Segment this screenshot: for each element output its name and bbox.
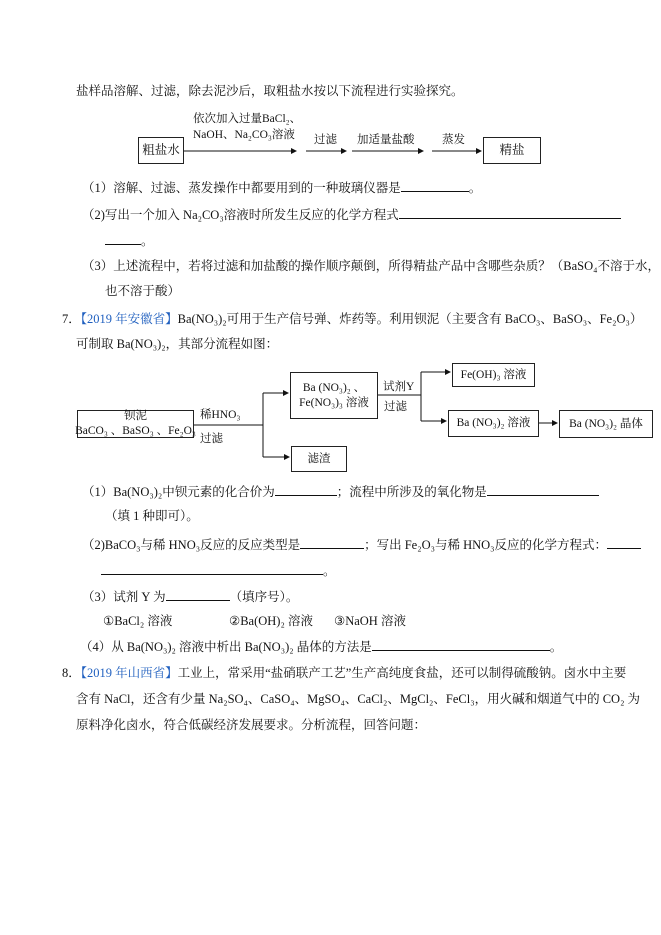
q6-intro: 盐样品溶解、过滤，除去泥沙后，取粗盐水按以下流程进行实验探究。 <box>76 84 464 98</box>
q7-box-ba-solution <box>448 410 539 437</box>
q8-number: 8． <box>62 666 81 680</box>
q6-step1-line2: NaOH、Na₂CO₃溶液 <box>193 129 295 141</box>
q6-question-3-cont: 也不溶于酸） <box>105 284 181 298</box>
q7-question-2 <box>82 536 641 553</box>
q8-line1: 工业上，常采用“盐硝联产工艺”生产高纯度食盐，还可以制得硫酸钠。卤水中主要 <box>177 666 627 680</box>
q7-option-3: ③NaOH 溶液 <box>334 614 406 628</box>
q7-q2-answer-blank-3[interactable] <box>101 562 323 575</box>
q7-source: 【2019 年安徽省】 <box>80 312 178 326</box>
q7-box-barium-mud-formula: BaCO₃ 、BaSO₃ 、Fe₂O₃ <box>75 425 196 437</box>
q7-box-ba-solution-label: Ba (NO₃)₂ 溶液 <box>456 417 531 429</box>
q7-number: 7． <box>62 312 81 326</box>
q6-step3-label: 加适量盐酸 <box>357 134 415 146</box>
q7-q4-answer-blank[interactable] <box>372 638 550 651</box>
q7-q2-answer-blank-2[interactable] <box>607 536 641 549</box>
q7-box-barium-mud <box>77 410 194 438</box>
q6-question-1 <box>82 179 481 196</box>
q6-question-3: （3）上述流程中，若将过滤和加盐酸的操作顺序颠倒，所得精盐产品中含哪些杂质？（BaSO₄不溶于水， <box>82 259 660 273</box>
q7-q4-text: （4）从 Ba(NO₃)₂ 溶液中析出 Ba(NO₃)₂ 晶体的方法是 <box>80 640 372 654</box>
q6-step2-label: 过滤 <box>314 134 337 146</box>
q7-question-2-cont <box>101 562 336 579</box>
q6-box-crude-brine-label: 粗盐水 <box>142 143 180 157</box>
q8-line2: 含有 NaCl，还含有少量 Na₂SO₄、CaSO₄、MgSO₄、CaCl₂、MgCl₂、FeCl₃，用火碱和烟道气中的 CO₂ 为 <box>76 692 641 706</box>
q7-q2-end: 。 <box>323 564 336 578</box>
q7-box-feoh-label: Fe(OH)₃ 溶液 <box>460 368 527 381</box>
q6-q2-answer-blank-2[interactable] <box>105 232 141 245</box>
q6-q1-answer-blank[interactable] <box>401 179 469 192</box>
q6-box-crude-brine <box>138 137 184 164</box>
q7-box1-line2: Fe(NO₃)₃ 溶液 <box>299 396 369 409</box>
q8-source: 【2019 年山西省】 <box>80 666 178 680</box>
q6-question-2-cont <box>105 232 154 249</box>
q6-step4-label: 蒸发 <box>442 134 465 146</box>
q8-line3: 原料净化卤水，符合低碳经济发展要求。分析流程，回答问题： <box>76 718 427 732</box>
q7-q1-answer-blank-2[interactable] <box>487 483 599 496</box>
q7-line1: Ba(NO₃)₂可用于生产信号弹、炸药等。利用钡泥（主要含有 BaCO₃、BaSO₃、Fe₂O₃） <box>177 312 643 326</box>
q7-label-filter-1: 过滤 <box>200 433 223 445</box>
q6-q2-answer-blank[interactable] <box>399 206 621 219</box>
q7-q3-end: （填序号）。 <box>229 590 299 604</box>
q7-line2: 可制取 Ba(NO₃)₂，其部分流程如图： <box>76 337 279 351</box>
q7-q3-text: （3）试剂 Y 为 <box>82 590 166 604</box>
q6-box-refined-salt-label: 精盐 <box>499 143 525 157</box>
q7-q4-end: 。 <box>549 640 563 654</box>
q7-q2-mid: ；写出 Fe₂O₃与稀 HNO₃反应的化学方程式： <box>364 538 608 552</box>
q7-box1-line1: Ba (NO₃)₂ 、 <box>302 381 366 394</box>
q7-label-filter-2: 过滤 <box>384 401 407 413</box>
q7-option-2: ②Ba(OH)₂ 溶液 <box>229 614 313 628</box>
q6-q1-end: 。 <box>468 181 482 195</box>
q7-q1-answer-blank-1[interactable] <box>275 483 337 496</box>
q7-box-nitrate-solution <box>290 372 378 419</box>
q6-q1-text: （1）溶解、过滤、蒸发操作中都要用到的一种玻璃仪器是 <box>82 181 401 195</box>
q7-question-3 <box>82 588 298 605</box>
q7-question-1 <box>82 483 599 500</box>
q7-option-1: ①BaCl₂ 溶液 <box>103 614 173 628</box>
q7-q1-mid: ；流程中所涉及的氧化物是 <box>336 485 487 499</box>
q6-question-2 <box>82 206 621 223</box>
q7-q2-answer-blank-1[interactable] <box>300 536 364 549</box>
q7-question-4 <box>80 638 562 655</box>
q6-box-refined-salt <box>483 137 541 164</box>
q7-box-residue <box>291 446 347 472</box>
q6-q2-end: 。 <box>141 234 154 248</box>
q7-label-reagent-y: 试剂Y <box>383 381 415 393</box>
q7-box-ba-crystal <box>559 410 653 438</box>
q7-box-ba-crystal-label: Ba (NO₃)₂ 晶体 <box>569 417 643 430</box>
q7-box-residue-label: 滤渣 <box>307 452 331 465</box>
q6-step1-line1: 依次加入过量BaCl₂、 <box>193 113 302 125</box>
q8-header <box>62 665 626 681</box>
q7-header <box>62 311 642 327</box>
q7-q1-text: （1）Ba(NO₃)₂中钡元素的化合价为 <box>82 485 275 499</box>
q7-q1-line2: （填 1 种即可）。 <box>105 509 199 523</box>
q7-q3-answer-blank[interactable] <box>166 588 230 601</box>
q7-label-nitric-acid: 稀HNO₃ <box>200 409 241 421</box>
q7-q2-text: （2)BaCO₃与稀 HNO₃反应的反应类型是 <box>82 538 301 552</box>
q7-box-barium-mud-title: 钡泥 <box>124 410 147 422</box>
q6-q2-text: （2)写出一个加入 Na₂CO₃溶液时所发生反应的化学方程式 <box>82 208 399 222</box>
q7-box-feoh <box>452 363 535 387</box>
